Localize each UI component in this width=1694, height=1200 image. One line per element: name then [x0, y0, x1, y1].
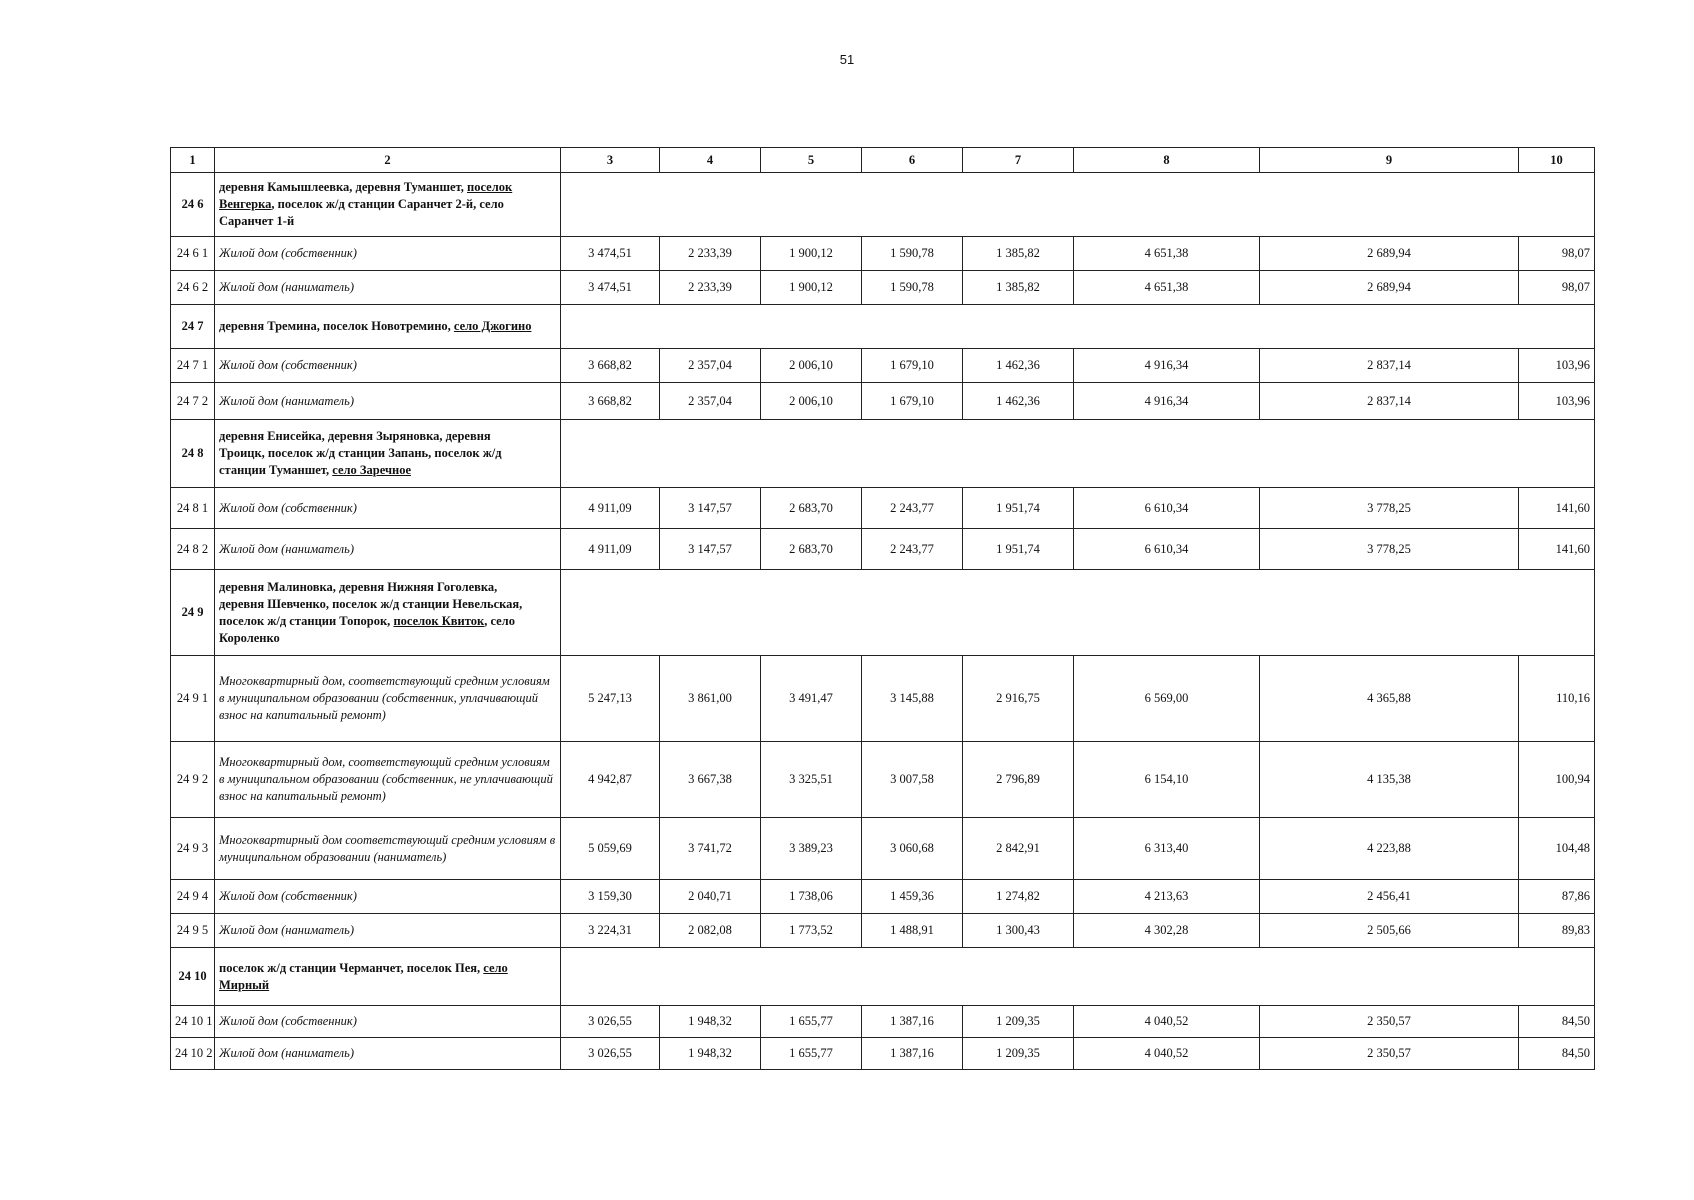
tariff-value-col-10: 103,96 — [1519, 349, 1595, 383]
table-row — [171, 880, 1595, 914]
tariff-value-col-6: 1 459,36 — [862, 880, 963, 914]
tariff-value-col-8: 4 040,52 — [1074, 1006, 1260, 1038]
tariff-value-col-5: 1 900,12 — [761, 271, 862, 305]
tariff-value-col-9: 2 837,14 — [1260, 383, 1519, 420]
tariff-value-col-6: 3 145,88 — [862, 656, 963, 742]
col-header: 4 — [660, 148, 761, 173]
housing-type-label: Многоквартирный дом соответствующий средним условиям в муниципальном образовании (наниматель) — [215, 818, 561, 880]
tariff-value-col-9: 2 350,57 — [1260, 1006, 1519, 1038]
tariff-value-col-5: 1 773,52 — [761, 914, 862, 948]
tariff-value-col-3: 3 026,55 — [561, 1038, 660, 1070]
tariff-value-col-3: 3 474,51 — [561, 237, 660, 271]
settlement-group-row — [171, 173, 1595, 237]
tariff-value-col-5: 1 655,77 — [761, 1006, 862, 1038]
tariff-value-col-9: 2 689,94 — [1260, 237, 1519, 271]
settlement-names — [215, 420, 561, 488]
row-number: 24 8 1 — [171, 488, 215, 529]
tariff-value-col-8: 6 154,10 — [1074, 742, 1260, 818]
row-number: 24 10 — [171, 948, 215, 1006]
table-row — [171, 818, 1595, 880]
tariff-value-col-5: 1 738,06 — [761, 880, 862, 914]
tariff-value-col-3: 3 474,51 — [561, 271, 660, 305]
table-body — [171, 173, 1595, 1070]
underlined-settlement: поселок Квиток — [393, 613, 485, 628]
housing-type-label: Жилой дом (собственник) — [215, 237, 561, 271]
housing-type-label: Жилой дом (наниматель) — [215, 383, 561, 420]
row-number: 24 10 1 — [171, 1006, 215, 1038]
tariff-value-col-5: 2 006,10 — [761, 349, 862, 383]
tariff-value-col-6: 1 679,10 — [862, 349, 963, 383]
table-row — [171, 383, 1595, 420]
tariff-value-col-9: 2 505,66 — [1260, 914, 1519, 948]
empty-span-cell — [561, 948, 1595, 1006]
underlined-settlement: село Заречное — [332, 463, 411, 477]
tariff-value-col-8: 4 213,63 — [1074, 880, 1260, 914]
tariff-value-col-7: 1 951,74 — [963, 488, 1074, 529]
row-number: 24 7 1 — [171, 349, 215, 383]
row-number: 24 9 1 — [171, 656, 215, 742]
tariff-value-col-4: 1 948,32 — [660, 1038, 761, 1070]
settlement-group-row — [171, 570, 1595, 656]
tariff-value-col-10: 103,96 — [1519, 383, 1595, 420]
row-number: 24 9 2 — [171, 742, 215, 818]
housing-type-label: Многоквартирный дом, соответствующий средним условиям в муниципальном образовании (собственник, уплачивающий взнос на капитальный ремонт) — [215, 656, 561, 742]
row-number: 24 6 — [171, 173, 215, 237]
housing-type-label: Многоквартирный дом, соответствующий средним условиям в муниципальном образовании (собственник, не уплачивающий взнос на капитальный ремонт) — [215, 742, 561, 818]
tariff-value-col-9: 2 689,94 — [1260, 271, 1519, 305]
tariff-value-col-4: 3 861,00 — [660, 656, 761, 742]
row-number: 24 7 — [171, 305, 215, 349]
tariff-value-col-8: 4 302,28 — [1074, 914, 1260, 948]
tariff-value-col-9: 3 778,25 — [1260, 488, 1519, 529]
empty-span-cell — [561, 305, 1595, 349]
settlement-names — [215, 173, 561, 237]
tariff-value-col-8: 4 916,34 — [1074, 349, 1260, 383]
tariff-value-col-6: 3 060,68 — [862, 818, 963, 880]
tariff-value-col-10: 100,94 — [1519, 742, 1595, 818]
settlement-group-row — [171, 305, 1595, 349]
tariff-value-col-9: 3 778,25 — [1260, 529, 1519, 570]
housing-type-label: Жилой дом (наниматель) — [215, 529, 561, 570]
tariff-value-col-9: 2 350,57 — [1260, 1038, 1519, 1070]
tariff-value-col-4: 3 667,38 — [660, 742, 761, 818]
row-number: 24 9 5 — [171, 914, 215, 948]
tariff-value-col-8: 6 610,34 — [1074, 529, 1260, 570]
settlement-text: деревня Енисейка, деревня Зыряновка, деревня Троицк, поселок ж/д станции Запань, поселок ж/д станции Туманшет, — [219, 429, 502, 477]
table-row — [171, 488, 1595, 529]
tariff-value-col-4: 2 233,39 — [660, 237, 761, 271]
tariff-value-col-8: 6 569,00 — [1074, 656, 1260, 742]
underlined-settlement: село Мирный — [219, 960, 508, 992]
tariff-value-col-6: 1 590,78 — [862, 271, 963, 305]
row-number: 24 9 — [171, 570, 215, 656]
housing-type-label: Жилой дом (собственник) — [215, 488, 561, 529]
tariff-value-col-3: 3 159,30 — [561, 880, 660, 914]
col-header: 3 — [561, 148, 660, 173]
tariff-value-col-10: 84,50 — [1519, 1038, 1595, 1070]
row-number: 24 6 2 — [171, 271, 215, 305]
tariff-value-col-5: 1 655,77 — [761, 1038, 862, 1070]
tariff-value-col-7: 2 916,75 — [963, 656, 1074, 742]
col-header: 6 — [862, 148, 963, 173]
tariff-value-col-8: 4 651,38 — [1074, 271, 1260, 305]
housing-type-label: Жилой дом (собственник) — [215, 349, 561, 383]
tariff-value-col-4: 3 147,57 — [660, 529, 761, 570]
page-number: 51 — [839, 52, 855, 67]
settlement-names — [215, 948, 561, 1006]
settlement-text: поселок ж/д станции Черманчет, поселок Пея, — [219, 960, 484, 975]
table-row — [171, 349, 1595, 383]
tariff-value-col-10: 89,83 — [1519, 914, 1595, 948]
col-header: 2 — [215, 148, 561, 173]
tariff-value-col-10: 104,48 — [1519, 818, 1595, 880]
col-header: 5 — [761, 148, 862, 173]
housing-type-label: Жилой дом (собственник) — [215, 880, 561, 914]
table-row — [171, 1038, 1595, 1070]
settlement-names — [215, 570, 561, 656]
tariff-value-col-10: 141,60 — [1519, 488, 1595, 529]
col-header: 7 — [963, 148, 1074, 173]
tariff-value-col-7: 1 462,36 — [963, 383, 1074, 420]
tariff-value-col-6: 1 387,16 — [862, 1038, 963, 1070]
empty-span-cell — [561, 420, 1595, 488]
tariff-value-col-4: 2 357,04 — [660, 383, 761, 420]
settlement-text: деревня Камышлеевка, деревня Туманшет, — [219, 180, 468, 194]
tariff-value-col-8: 4 040,52 — [1074, 1038, 1260, 1070]
tariff-value-col-5: 3 325,51 — [761, 742, 862, 818]
tariff-value-col-5: 3 491,47 — [761, 656, 862, 742]
tariff-value-col-6: 1 387,16 — [862, 1006, 963, 1038]
underlined-settlement: поселок Венгерка — [219, 180, 513, 211]
tariff-value-col-8: 4 651,38 — [1074, 237, 1260, 271]
tariff-table — [170, 147, 1595, 1070]
housing-type-label: Жилой дом (наниматель) — [215, 271, 561, 305]
tariff-value-col-9: 2 456,41 — [1260, 880, 1519, 914]
tariff-value-col-5: 1 900,12 — [761, 237, 862, 271]
tariff-value-col-6: 2 243,77 — [862, 488, 963, 529]
tariff-value-col-3: 3 224,31 — [561, 914, 660, 948]
tariff-value-col-7: 2 842,91 — [963, 818, 1074, 880]
tariff-value-col-3: 4 942,87 — [561, 742, 660, 818]
tariff-value-col-10: 84,50 — [1519, 1006, 1595, 1038]
settlement-group-row — [171, 420, 1595, 488]
tariff-value-col-3: 3 026,55 — [561, 1006, 660, 1038]
row-number: 24 10 2 — [171, 1038, 215, 1070]
table-row — [171, 529, 1595, 570]
tariff-value-col-6: 1 679,10 — [862, 383, 963, 420]
row-number: 24 8 2 — [171, 529, 215, 570]
tariff-value-col-4: 2 233,39 — [660, 271, 761, 305]
col-header: 8 — [1074, 148, 1260, 173]
tariff-value-col-7: 1 209,35 — [963, 1038, 1074, 1070]
tariff-value-col-7: 1 462,36 — [963, 349, 1074, 383]
row-number: 24 8 — [171, 420, 215, 488]
row-number: 24 7 2 — [171, 383, 215, 420]
col-header: 1 — [171, 148, 215, 173]
tariff-value-col-10: 110,16 — [1519, 656, 1595, 742]
tariff-value-col-5: 2 683,70 — [761, 488, 862, 529]
tariff-value-col-7: 2 796,89 — [963, 742, 1074, 818]
table-row — [171, 914, 1595, 948]
tariff-value-col-4: 2 082,08 — [660, 914, 761, 948]
tariff-value-col-5: 3 389,23 — [761, 818, 862, 880]
tariff-value-col-7: 1 951,74 — [963, 529, 1074, 570]
tariff-value-col-6: 2 243,77 — [862, 529, 963, 570]
tariff-value-col-6: 3 007,58 — [862, 742, 963, 818]
tariff-value-col-10: 141,60 — [1519, 529, 1595, 570]
row-number: 24 6 1 — [171, 237, 215, 271]
tariff-value-col-6: 1 590,78 — [862, 237, 963, 271]
tariff-value-col-3: 4 911,09 — [561, 488, 660, 529]
tariff-value-col-3: 5 247,13 — [561, 656, 660, 742]
tariff-value-col-4: 2 040,71 — [660, 880, 761, 914]
tariff-value-col-4: 2 357,04 — [660, 349, 761, 383]
tariff-value-col-7: 1 209,35 — [963, 1006, 1074, 1038]
tariff-value-col-7: 1 300,43 — [963, 914, 1074, 948]
tariff-value-col-3: 3 668,82 — [561, 349, 660, 383]
row-number: 24 9 3 — [171, 818, 215, 880]
col-header: 9 — [1260, 148, 1519, 173]
tariff-value-col-8: 6 610,34 — [1074, 488, 1260, 529]
settlement-names — [215, 305, 561, 349]
tariff-value-col-10: 98,07 — [1519, 237, 1595, 271]
tariff-value-col-5: 2 006,10 — [761, 383, 862, 420]
empty-span-cell — [561, 570, 1595, 656]
tariff-value-col-9: 4 135,38 — [1260, 742, 1519, 818]
tariff-value-col-7: 1 385,82 — [963, 237, 1074, 271]
tariff-value-col-9: 2 837,14 — [1260, 349, 1519, 383]
row-number: 24 9 4 — [171, 880, 215, 914]
tariff-value-col-6: 1 488,91 — [862, 914, 963, 948]
tariff-value-col-10: 87,86 — [1519, 880, 1595, 914]
tariff-value-col-4: 3 147,57 — [660, 488, 761, 529]
table-header-row — [171, 148, 1595, 173]
tariff-value-col-10: 98,07 — [1519, 271, 1595, 305]
housing-type-label: Жилой дом (собственник) — [215, 1006, 561, 1038]
housing-type-label: Жилой дом (наниматель) — [215, 1038, 561, 1070]
tariff-value-col-8: 6 313,40 — [1074, 818, 1260, 880]
tariff-value-col-9: 4 365,88 — [1260, 656, 1519, 742]
tariff-value-col-3: 3 668,82 — [561, 383, 660, 420]
empty-span-cell — [561, 173, 1595, 237]
settlement-text: деревня Тремина, поселок Новотремино, — [219, 319, 454, 333]
housing-type-label: Жилой дом (наниматель) — [215, 914, 561, 948]
tariff-value-col-9: 4 223,88 — [1260, 818, 1519, 880]
tariff-value-col-4: 1 948,32 — [660, 1006, 761, 1038]
tariff-value-col-8: 4 916,34 — [1074, 383, 1260, 420]
tariff-value-col-4: 3 741,72 — [660, 818, 761, 880]
table-row — [171, 742, 1595, 818]
settlement-text: , поселок ж/д станции Саранчет 2-й, село Саранчет 1-й — [219, 197, 504, 228]
tariff-value-col-7: 1 274,82 — [963, 880, 1074, 914]
table-row — [171, 656, 1595, 742]
col-header: 10 — [1519, 148, 1595, 173]
table-row — [171, 271, 1595, 305]
settlement-text: , село Короленко — [219, 613, 515, 645]
settlement-text: деревня Малиновка, деревня Нижняя Гоголевка, деревня Шевченко, поселок ж/д станции Невельская, поселок ж/д станции Топорок, — [219, 579, 523, 628]
table-row — [171, 1006, 1595, 1038]
tariff-value-col-3: 5 059,69 — [561, 818, 660, 880]
tariff-value-col-7: 1 385,82 — [963, 271, 1074, 305]
table-row — [171, 237, 1595, 271]
tariff-value-col-3: 4 911,09 — [561, 529, 660, 570]
settlement-group-row — [171, 948, 1595, 1006]
tariff-value-col-5: 2 683,70 — [761, 529, 862, 570]
underlined-settlement: село Джогино — [453, 319, 532, 333]
